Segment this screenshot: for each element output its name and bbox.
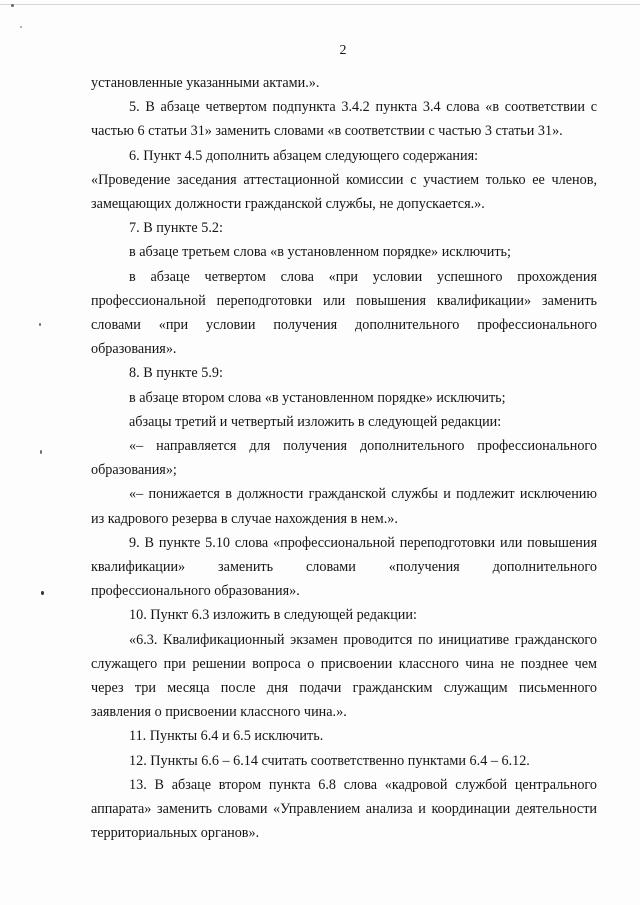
- paragraph: «Проведение заседания аттестационной комиссии с участием только ее членов, замещающих должности гражданской службы, не допускается.».: [91, 171, 597, 213]
- scan-artifact-top: [0, 4, 640, 5]
- scan-artifact-dot: [20, 26, 22, 28]
- document-body: [91, 71, 597, 846]
- paragraph: «– направляется для получения дополнительного профессионального образования»;: [91, 438, 597, 479]
- scan-artifact-dot: [11, 4, 14, 7]
- paragraph: в абзаце втором слова «в установленном порядке» исключить;: [129, 389, 506, 406]
- paragraph: 6. Пункт 4.5 дополнить абзацем следующего содержания:: [129, 147, 479, 164]
- paragraph: 11. Пункты 6.4 и 6.5 исключить.: [129, 728, 324, 745]
- paragraph: 5. В абзаце четвертом подпункта 3.4.2 пункта 3.4 слова «в соответствии с частью 6 статьи 31» заменить словами «в соответствии с частью 3 статьи 31».: [91, 99, 597, 140]
- scan-artifact-dot: [41, 591, 44, 595]
- paragraph: 7. В пункте 5.2:: [129, 220, 223, 237]
- paragraph: в абзаце третьем слова «в установленном порядке» исключить;: [129, 244, 511, 261]
- paragraph: 13. В абзаце втором пункта 6.8 слова «кадровой службой центрального аппарата» заменить словами «Управлением анализа и координации деятельности территориальных органов».: [91, 776, 597, 842]
- paragraph: «6.3. Квалификационный экзамен проводится по инициативе гражданского служащего при решении вопроса о присвоении классного чина не позднее чем через три месяца после дня подачи гражданским служащим письменного заявления о присвоении классного чина.».: [91, 631, 597, 721]
- paragraph: «– понижается в должности гражданской службы и подлежит исключению из кадрового резерва в случае нахождения в нем.».: [91, 486, 597, 527]
- paragraph: абзацы третий и четвертый изложить в следующей редакции:: [129, 413, 502, 430]
- paragraph: в абзаце четвертом слова «при условии успешного прохождения профессиональной переподготовки или повышения квалификации» заменить словами «при условии получения дополнительного профессионального образования».: [91, 268, 597, 358]
- paragraph: 9. В пункте 5.10 слова «профессиональной переподготовки или повышения квалификации» заменить словами «получения дополнительного профессионального образования».: [91, 534, 597, 600]
- paragraph: 8. В пункте 5.9:: [129, 365, 223, 382]
- page-number: 2: [339, 43, 347, 58]
- paragraph: 12. Пункты 6.6 – 6.14 считать соответственно пунктами 6.4 – 6.12.: [129, 752, 530, 769]
- scan-artifact-dot: [39, 323, 41, 326]
- paragraph: 10. Пункт 6.3 изложить в следующей редакции:: [129, 607, 417, 624]
- paragraph: установленные указанными актами.».: [91, 75, 320, 91]
- scan-artifact-dot: [40, 450, 42, 454]
